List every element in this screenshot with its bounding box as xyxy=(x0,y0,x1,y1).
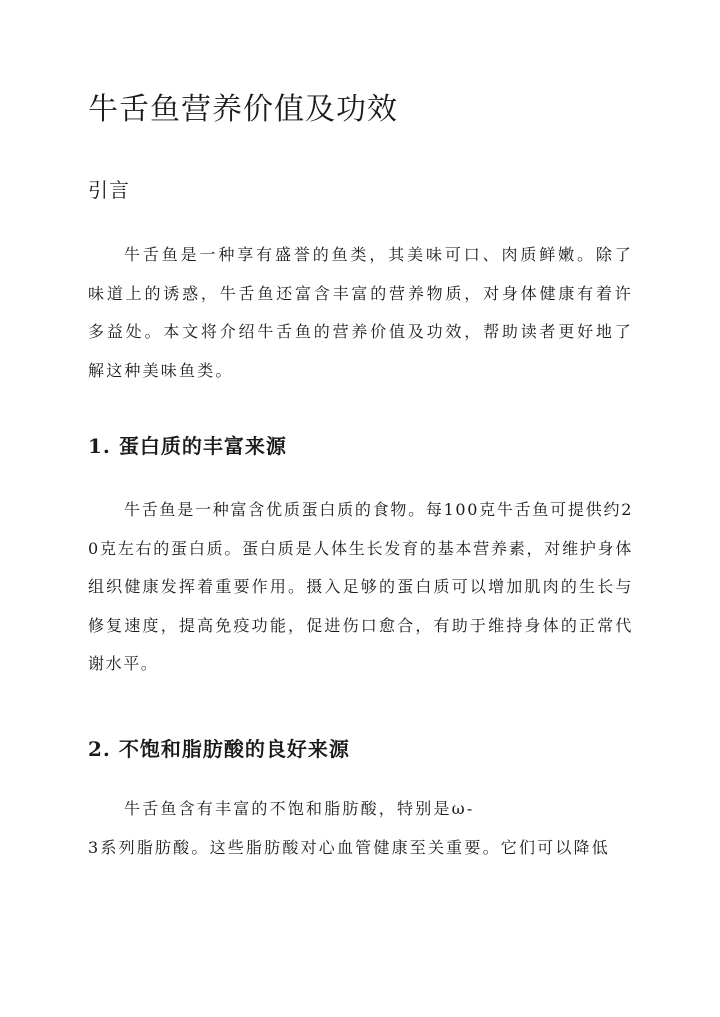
section-heading-fatty-acids: 2. 不饱和脂肪酸的良好来源 xyxy=(88,737,350,761)
section-paragraph-protein: 牛舌鱼是一种富含优质蛋白质的食物。每100克牛舌鱼可提供约20克左右的蛋白质。蛋白质是人体生长发育的基本营养素，对维护身体组织健康发挥着重要作用。摄入足够的蛋白质可以增加肌肉的生长与修复速度，提高免疫功能，促进伤口愈合，有助于维持身体的正常代谢水平。 xyxy=(88,500,633,673)
section-heading-intro: 引言 xyxy=(88,178,130,202)
section-heading-protein: 1. 蛋白质的丰富来源 xyxy=(88,434,287,458)
fatty-acids-line-2: 3系列脂肪酸。这些脂肪酸对心血管健康至关重要。它们可以降低 xyxy=(88,838,610,857)
fatty-acids-line-1: 牛舌鱼含有丰富的不饱和脂肪酸，特别是ω- xyxy=(124,799,475,818)
section-paragraph-intro: 牛舌鱼是一种享有盛誉的鱼类，其美味可口、肉质鲜嫩。除了味道上的诱惑，牛舌鱼还富含丰富的营养物质，对身体健康有着许多益处。本文将介绍牛舌鱼的营养价值及功效，帮助读者更好地了解这种美味鱼类。 xyxy=(88,245,633,380)
document-title: 牛舌鱼营养价值及功效 xyxy=(88,92,398,127)
